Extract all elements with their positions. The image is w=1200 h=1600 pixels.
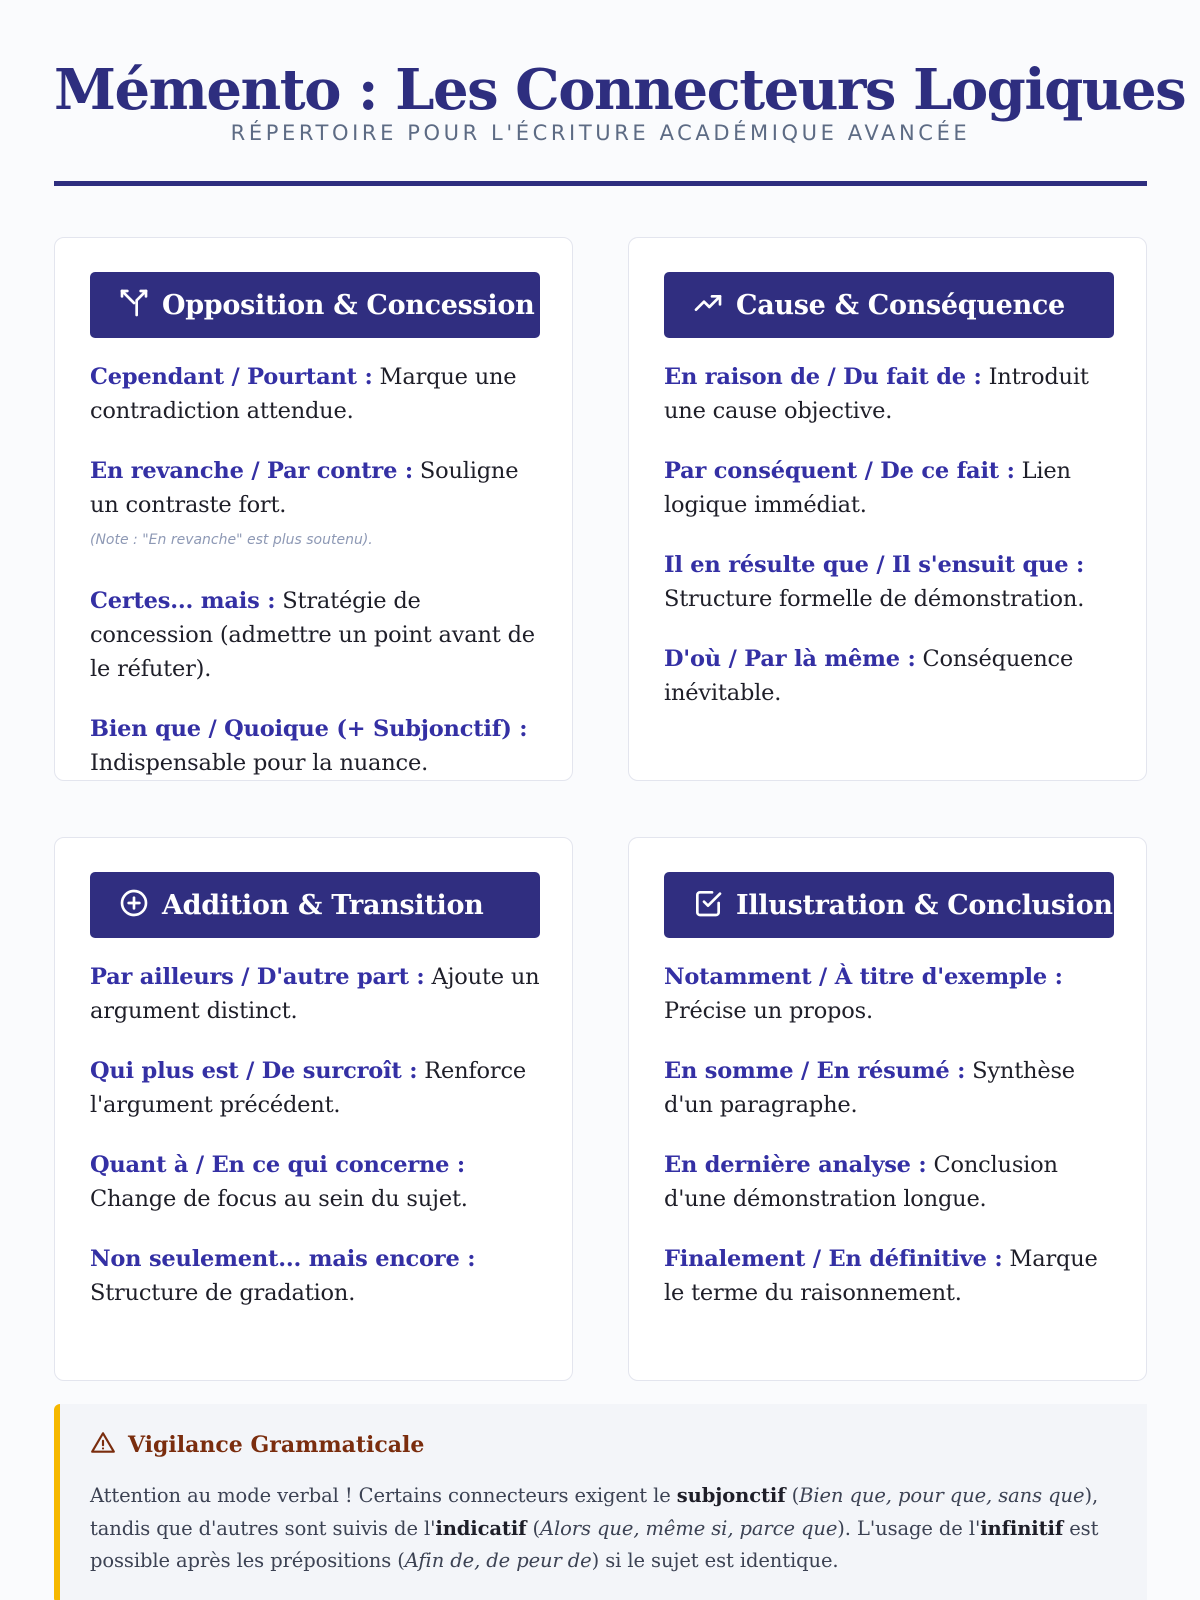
alert-keyword: subjonctif <box>676 1484 786 1507</box>
entry-desc: Ajoute un argument distinct. <box>90 964 540 1024</box>
list-item <box>90 960 542 1028</box>
list-item <box>664 454 1116 522</box>
entry-term: Notamment / À titre d'exemple : <box>664 964 1063 990</box>
entry-desc: Souligne un contraste fort. <box>90 458 519 518</box>
alert-example: Bien que, pour que, sans que <box>799 1484 1085 1507</box>
alert-example: Alors que, même si, parce que <box>540 1516 838 1540</box>
entry-term: Qui plus est / De surcroît : <box>90 1058 418 1084</box>
list-item <box>664 360 1116 428</box>
entry-desc: Lien logique immédiat. <box>664 458 1071 518</box>
entry-desc: Marque le terme du raisonnement. <box>664 1246 1098 1306</box>
entry-list <box>664 960 1116 1336</box>
entry-desc: Conséquence inévitable. <box>664 646 1074 706</box>
entry-desc: Précise un propos. <box>664 998 873 1024</box>
list-item <box>664 1148 1116 1216</box>
alert-text: ( <box>785 1484 800 1507</box>
grammar-warning <box>54 1404 1147 1600</box>
card-header <box>664 272 1114 338</box>
alert-keyword: infinitif <box>980 1516 1064 1540</box>
entry-term: Bien que / Quoique (+ Subjonctif) : <box>90 716 528 742</box>
entry-term: Il en résulte que / Il s'ensuit que : <box>664 552 1085 578</box>
alert-text: ) si le sujet est identique. <box>591 1549 839 1572</box>
entry-term: En dernière analyse : <box>664 1152 927 1178</box>
list-item <box>90 1054 542 1122</box>
list-item <box>90 1242 542 1310</box>
entry-desc: Structure formelle de démonstration. <box>664 586 1085 612</box>
page-title: Mémento : Les Connecteurs Logiques <box>54 57 1186 123</box>
entry-term: En raison de / Du fait de : <box>664 364 982 390</box>
alert-body <box>90 1480 1120 1578</box>
list-item <box>664 960 1116 1028</box>
entry-term: D'où / Par là même : <box>664 646 916 672</box>
list-item <box>90 1148 542 1216</box>
card-header <box>90 272 540 338</box>
entry-term: Par conséquent / De ce fait : <box>664 458 1015 484</box>
entry-desc: Structure de gradation. <box>90 1280 356 1306</box>
entry-list <box>90 960 542 1336</box>
card-cause <box>628 237 1147 781</box>
entry-desc: Marque une contradiction attendue. <box>90 364 517 424</box>
split-arrows-icon <box>118 287 150 323</box>
trending-up-icon <box>692 287 724 323</box>
entry-note: (Note : "En revanche" est plus soutenu). <box>90 532 373 548</box>
list-item <box>664 642 1116 710</box>
card-title: Cause & Conséquence <box>736 289 1065 321</box>
entry-term: Certes... mais : <box>90 588 276 614</box>
entry-term: En revanche / Par contre : <box>90 458 413 484</box>
alert-text: ). L'usage de l' <box>837 1516 981 1540</box>
entry-list <box>664 360 1116 736</box>
entry-term: En somme / En résumé : <box>664 1058 966 1084</box>
header-divider <box>54 181 1147 186</box>
list-item <box>664 1054 1116 1122</box>
list-item <box>90 360 542 428</box>
page-subtitle: RÉPERTOIRE POUR L'ÉCRITURE ACADÉMIQUE AVANCÉE <box>230 121 971 145</box>
page-header <box>54 52 1186 146</box>
alert-header <box>90 1430 424 1460</box>
card-title: Addition & Transition <box>162 889 484 921</box>
alert-example: Afin de, de peur de <box>404 1549 592 1572</box>
alert-text: ( <box>526 1516 541 1540</box>
card-title: Illustration & Conclusion <box>736 889 1113 921</box>
list-item <box>664 1242 1116 1310</box>
card-header <box>664 872 1114 938</box>
alert-text: Attention au mode verbal ! Certains connecteurs exigent le <box>90 1484 677 1507</box>
list-item <box>664 548 1116 616</box>
alert-text: est possible après les prépositions ( <box>90 1516 1099 1572</box>
entry-desc: Synthèse d'un paragraphe. <box>664 1058 1075 1118</box>
check-square-icon <box>692 887 724 923</box>
warning-triangle-icon <box>90 1430 116 1460</box>
alert-text: ), tandis que d'autres sont suivis de l' <box>90 1484 1099 1540</box>
card-title: Opposition & Concession <box>162 289 535 321</box>
card-addition <box>54 837 573 1381</box>
entry-desc: Indispensable pour la nuance. <box>90 750 429 776</box>
entry-desc: Stratégie de concession (admettre un point avant de le réfuter). <box>90 588 535 682</box>
entry-desc: Introduit une cause objective. <box>664 364 1089 424</box>
card-opposition <box>54 237 573 781</box>
card-illustration <box>628 837 1147 1381</box>
entry-desc: Change de focus au sein du sujet. <box>90 1186 468 1212</box>
entry-term: Non seulement... mais encore : <box>90 1246 476 1272</box>
entry-desc: Renforce l'argument précédent. <box>90 1058 526 1118</box>
card-header <box>90 872 540 938</box>
entry-desc: Conclusion d'une démonstration longue. <box>664 1152 1058 1212</box>
plus-circle-icon <box>118 887 150 923</box>
alert-keyword: indicatif <box>435 1516 527 1540</box>
alert-title: Vigilance Grammaticale <box>128 1432 425 1458</box>
list-item <box>90 712 542 780</box>
list-item <box>90 584 542 686</box>
entry-term: Quant à / En ce qui concerne : <box>90 1152 465 1178</box>
entry-list <box>90 360 542 806</box>
entry-term: Finalement / En définitive : <box>664 1246 1003 1272</box>
list-item <box>90 454 542 522</box>
entry-term: Par ailleurs / D'autre part : <box>90 964 425 990</box>
entry-term: Cependant / Pourtant : <box>90 364 373 390</box>
